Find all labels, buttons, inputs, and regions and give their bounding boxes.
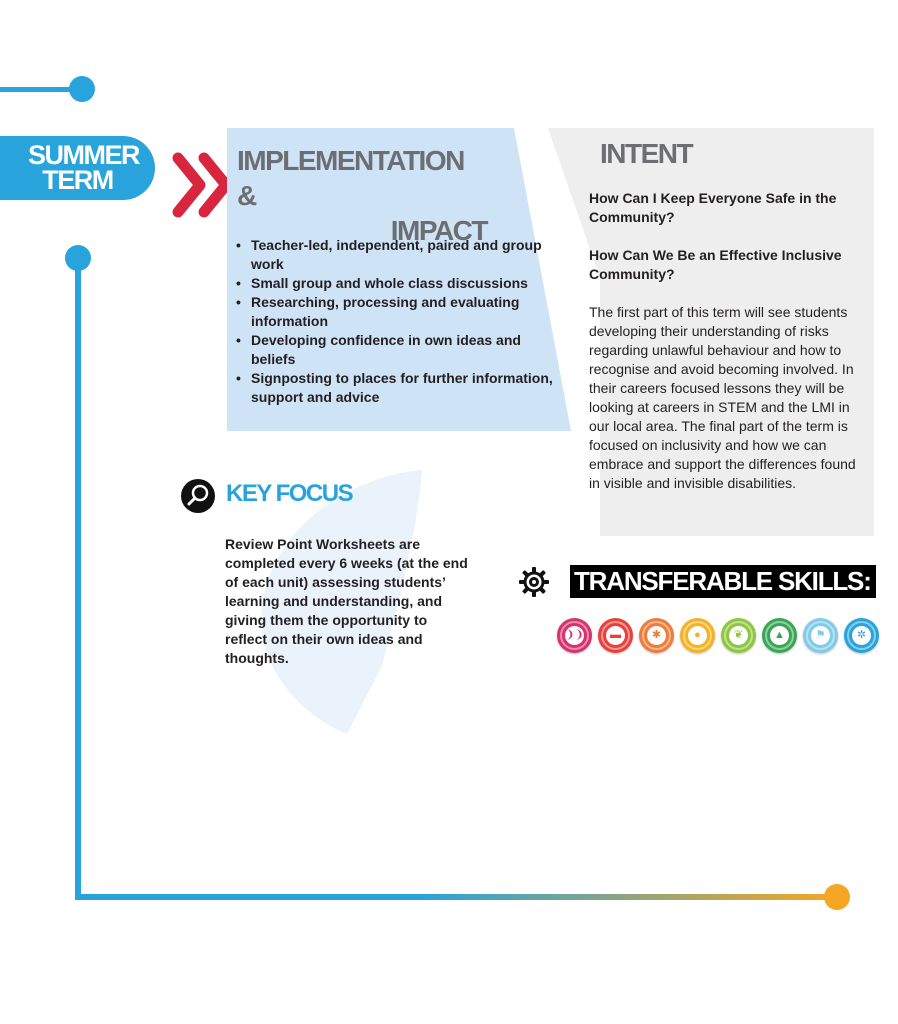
timeline-end-dot — [824, 884, 850, 910]
implementation-title-line1: IMPLEMENTATION & — [237, 145, 464, 211]
speaking-skill-icon: ▬ — [598, 618, 633, 653]
timeline-bottom-line — [75, 894, 837, 900]
implementation-title — [237, 143, 487, 248]
key-focus-body: Review Point Worksheets are completed every 6 weeks (at the end of each unit) assessing students’ learning and understanding, and giving them the opportunity to reflect on their own ideas and thoughts. — [225, 536, 468, 666]
magnifier-icon — [181, 479, 215, 513]
intent-question-1: How Can I Keep Everyone Safe in the Community? — [589, 190, 837, 225]
transferable-skills-title: TRANSFERABLE SKILLS: — [570, 565, 876, 598]
implementation-item — [236, 236, 556, 274]
implementation-item-text: Developing confidence in own ideas and beliefs — [251, 332, 521, 367]
staying-positive-skill-icon: ❦ — [721, 618, 756, 653]
teamwork-skill-icon: ✲ — [844, 618, 879, 653]
implementation-item-text: Researching, processing and evaluating information — [251, 294, 520, 329]
term-badge-line1: SUMMER — [28, 140, 139, 170]
implementation-item-text: Signposting to places for further information, support and advice — [251, 370, 553, 405]
intent-question-2: How Can We Be an Effective Inclusive Community? — [589, 247, 842, 282]
intent-paragraph: The first part of this term will see students developing their understanding of risks regarding unlawful behaviour and how to recognise and avoid becoming involved. In their careers focused lessons they will be looking at careers in STEM and the LMI in our local area. The final part of the term is focused on inclusivity and how we can embrace and support the differences found in visible and invisible disabilities. — [589, 304, 856, 491]
term-badge — [0, 136, 155, 200]
leadership-skill-icon: ⚑ — [803, 618, 838, 653]
implementation-item — [236, 369, 556, 407]
aiming-high-skill-icon: ▲ — [762, 618, 797, 653]
problem-solving-skill-icon: ✱ — [639, 618, 674, 653]
key-focus-title: KEY FOCUS — [226, 480, 353, 507]
timeline-top-dot — [69, 76, 95, 102]
gear-icon — [518, 566, 550, 598]
timeline-vertical-line — [75, 258, 81, 900]
implementation-item — [236, 331, 556, 369]
implementation-item — [236, 274, 556, 293]
intent-title: INTENT — [600, 138, 693, 169]
implementation-item — [236, 293, 556, 331]
term-badge-line2: TERM — [42, 165, 113, 195]
implementation-list — [236, 236, 556, 407]
transferable-skills-icons — [557, 618, 879, 653]
listening-skill-icon: ❩❩ — [557, 618, 592, 653]
implementation-item-text: Teacher-led, independent, paired and group work — [251, 237, 542, 272]
implementation-item-text: Small group and whole class discussions — [251, 275, 528, 291]
intent-body — [589, 189, 861, 493]
implementation-title-line2: IMPACT — [390, 215, 487, 246]
creativity-skill-icon: ● — [680, 618, 715, 653]
